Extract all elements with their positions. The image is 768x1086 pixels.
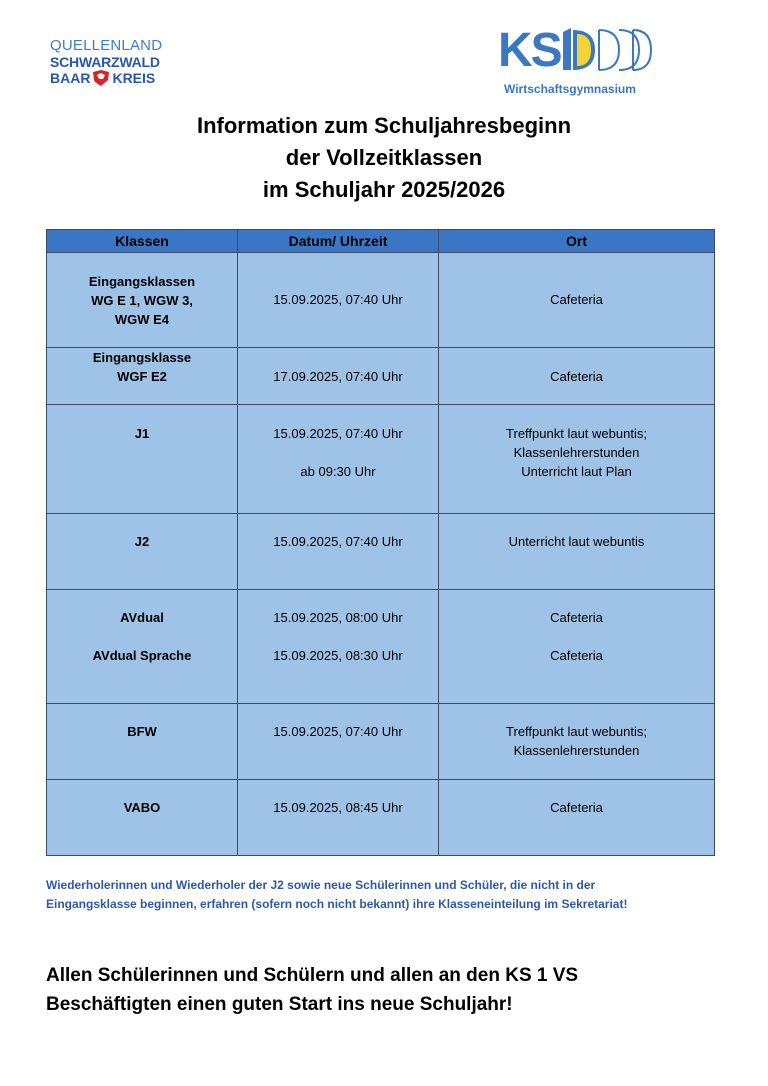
cell-datum [238, 348, 439, 405]
cell-klasse [47, 514, 238, 590]
ort-line: Unterricht laut webuntis [508, 534, 645, 549]
datum-line: 17.09.2025, 07:40 Uhr [273, 369, 403, 384]
cell-klasse [47, 253, 238, 348]
logo-schwarzwald-text: SCHWARZWALD [50, 54, 160, 70]
cell-klasse [47, 780, 238, 856]
note-line-1: Wiederholerinnen und Wiederholer der J2 sowie neue Schülerinnen und Schüler, die nicht in der [46, 878, 596, 892]
datum-line: 15.09.2025, 07:40 Uhr [273, 724, 403, 739]
ks-text: KS [498, 24, 561, 77]
datum-line: 15.09.2025, 07:40 Uhr [273, 292, 403, 307]
datum-line: 15.09.2025, 08:45 Uhr [273, 800, 403, 815]
ort-line: Treffpunkt laut webuntis; [506, 426, 647, 441]
cell-datum [238, 514, 439, 590]
klasse-line: BFW [127, 724, 157, 739]
datum-line: 15.09.2025, 07:40 Uhr [273, 534, 403, 549]
logo-quellenland-text: QUELLENLAND [50, 37, 163, 54]
datum-line: 15.09.2025, 08:00 Uhr [273, 610, 403, 625]
cell-datum [238, 253, 439, 348]
cell-klasse [47, 704, 238, 780]
cell-klasse [47, 348, 238, 405]
title-line-3: im Schuljahr 2025/2026 [262, 177, 506, 202]
ort-line: Unterricht laut Plan [521, 464, 632, 479]
header-datum: Datum/ Uhrzeit [238, 230, 439, 253]
klasse-line: WG E 1, WGW 3, [91, 293, 193, 308]
datum-line: 15.09.2025, 08:30 Uhr [273, 648, 403, 663]
quellenland-logo [50, 37, 163, 99]
table-row [47, 590, 715, 704]
header-klassen: Klassen [47, 230, 238, 253]
ort-line: Klassenlehrerstunden [513, 445, 640, 460]
cell-ort [439, 348, 715, 405]
klasse-line: Eingangsklassen [88, 274, 196, 289]
ort-line: Cafeteria [550, 292, 603, 307]
header-ort: Ort [439, 230, 715, 253]
ort-line: Cafeteria [550, 800, 603, 815]
klasse-line: J2 [134, 534, 150, 549]
datum-line: ab 09:30 Uhr [300, 464, 376, 479]
ks1-logo-mark [498, 26, 688, 76]
klasse-line: Eingangsklasse [92, 350, 192, 365]
table-row [47, 405, 715, 514]
closing-message [46, 961, 736, 1019]
page-title [0, 110, 768, 206]
ort-line: Klassenlehrerstunden [513, 743, 640, 758]
cell-datum [238, 405, 439, 514]
cell-ort [439, 514, 715, 590]
table-row [47, 704, 715, 780]
cell-datum [238, 704, 439, 780]
cell-ort [439, 405, 715, 514]
klasse-line: WGF E2 [117, 369, 167, 384]
closing-line-2: Beschäftigten einen guten Start ins neue Schuljahr! [46, 994, 513, 1015]
cell-datum [238, 590, 439, 704]
ks1-subtitle: Wirtschaftsgymnasium [504, 82, 636, 96]
title-line-1: Information zum Schuljahresbeginn [196, 113, 572, 138]
repeater-note [46, 876, 726, 914]
logo-kreis-text: KREIS [112, 69, 156, 86]
coat-of-arms-icon [92, 70, 110, 86]
note-line-2: Eingangsklasse beginnen, erfahren (sofern noch nicht bekannt) ihre Klasseneinteilung im Sekretariat! [46, 897, 628, 911]
cell-ort [439, 704, 715, 780]
klasse-line: AVdual [120, 610, 164, 625]
cell-datum [238, 780, 439, 856]
table-header-row [47, 230, 715, 253]
ort-line: Cafeteria [550, 610, 603, 625]
schedule-table [46, 229, 715, 856]
ort-line: Cafeteria [550, 648, 603, 663]
klasse-line: VABO [123, 800, 161, 815]
cell-klasse [47, 405, 238, 514]
logo-baar-text: BAAR [50, 69, 91, 86]
klasse-line: J1 [134, 426, 150, 441]
cell-klasse [47, 590, 238, 704]
closing-line-1: Allen Schülerinnen und Schülern und allen an den KS 1 VS [46, 965, 579, 986]
logo-baar-kreis-row [50, 70, 160, 86]
table-row [47, 253, 715, 348]
datum-line: 15.09.2025, 07:40 Uhr [273, 426, 403, 441]
table-row [47, 780, 715, 856]
ort-line: Treffpunkt laut webuntis; [506, 724, 647, 739]
klasse-line: AVdual Sprache [92, 648, 192, 663]
cell-ort [439, 590, 715, 704]
klasse-line: WGW E4 [114, 312, 170, 327]
table-row [47, 514, 715, 590]
title-line-2: der Vollzeitklassen [285, 145, 483, 170]
ks1-logo [498, 26, 688, 106]
ort-line: Cafeteria [550, 369, 603, 384]
ks1-crescent-icon [561, 26, 653, 76]
cell-ort [439, 780, 715, 856]
table-row [47, 348, 715, 405]
cell-ort [439, 253, 715, 348]
